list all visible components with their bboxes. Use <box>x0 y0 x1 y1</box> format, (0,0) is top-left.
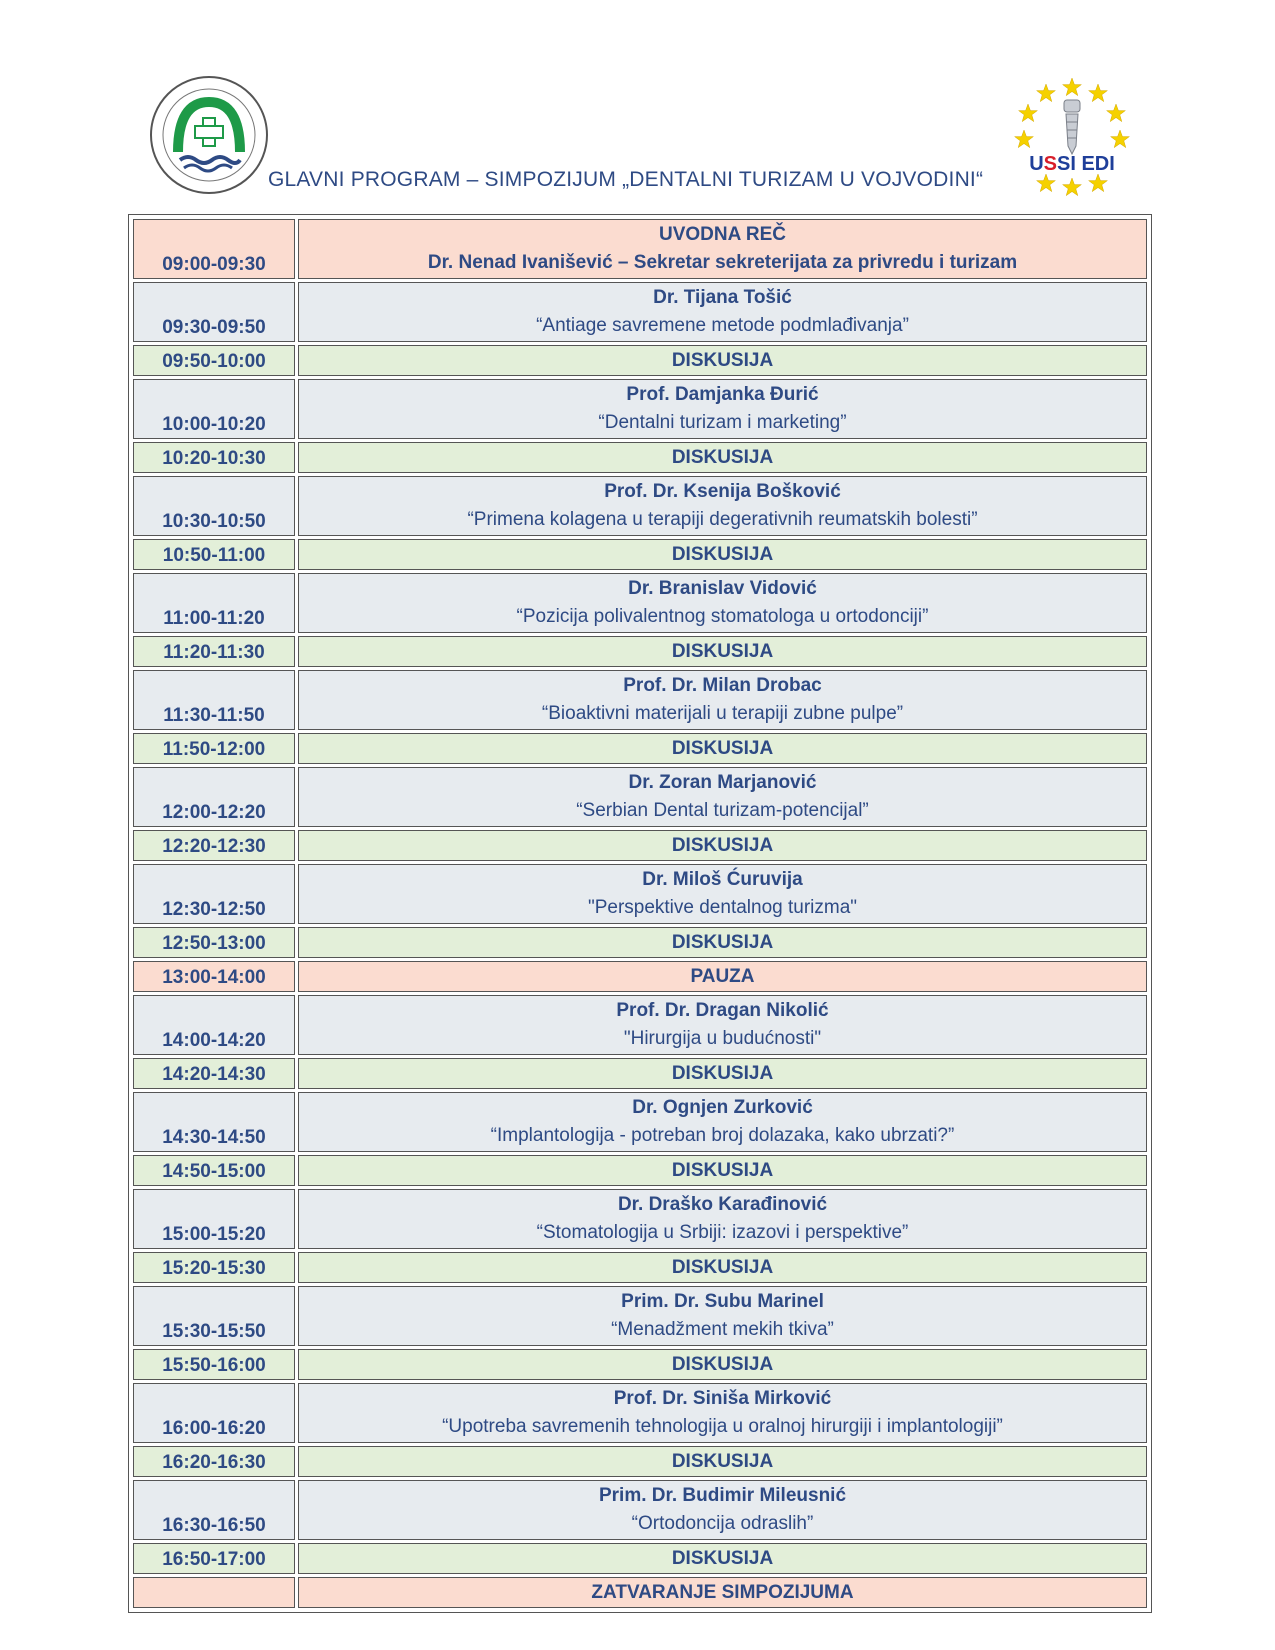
speaker-name: Dr. Miloš Ćuruvija <box>642 869 803 890</box>
speaker-name: Dr. Nenad Ivanišević – Sekretar sekreterijata za privredu i turizam <box>427 252 1018 273</box>
content-cell <box>298 636 1147 667</box>
discussion-label: DISKUSIJA <box>671 640 774 662</box>
time-cell: 09:00-09:30 <box>133 219 295 279</box>
discussion-label: DISKUSIJA <box>671 1062 774 1084</box>
discussion-label: DISKUSIJA <box>671 543 774 565</box>
content-cell <box>298 282 1147 342</box>
talk-topic: “Antiage savremene metode podmlađivanja” <box>536 315 909 336</box>
discussion-label: DISKUSIJA <box>671 1159 774 1181</box>
content-cell <box>298 345 1147 376</box>
speaker-name: Prof. Dr. Ksenija Bošković <box>604 481 841 502</box>
table-row <box>133 1480 1147 1540</box>
table-row <box>133 573 1147 633</box>
discussion-label: DISKUSIJA <box>671 1450 774 1472</box>
content-cell <box>298 961 1147 992</box>
svg-text:USSI EDI: USSI EDI <box>1029 153 1115 175</box>
time-cell: 12:30-12:50 <box>133 864 295 924</box>
content-cell <box>298 927 1147 958</box>
time-cell: 12:50-13:00 <box>133 927 295 958</box>
time-cell: 09:50-10:00 <box>133 345 295 376</box>
time-cell: 14:00-14:20 <box>133 995 295 1055</box>
table-row <box>133 670 1147 730</box>
time-cell: 16:20-16:30 <box>133 1446 295 1477</box>
table-row <box>133 282 1147 342</box>
time-cell: 14:50-15:00 <box>133 1155 295 1186</box>
discussion-label: DISKUSIJA <box>671 834 774 856</box>
time-cell: 10:50-11:00 <box>133 539 295 570</box>
time-cell: 13:00-14:00 <box>133 961 295 992</box>
time-cell <box>133 1577 295 1608</box>
content-cell <box>298 1058 1147 1089</box>
table-row <box>133 219 1147 279</box>
table-row <box>133 1252 1147 1283</box>
time-cell: 09:30-09:50 <box>133 282 295 342</box>
content-cell <box>298 1155 1147 1186</box>
table-row <box>133 636 1147 667</box>
time-cell: 12:20-12:30 <box>133 830 295 861</box>
content-cell <box>298 1543 1147 1574</box>
speaker-name: Dr. Draško Karađinović <box>617 1194 828 1215</box>
talk-topic: “Menadžment mekih tkiva” <box>611 1319 834 1340</box>
discussion-label: DISKUSIJA <box>671 1256 774 1278</box>
talk-topic: “Implantologija - potreban broj dolazaka, kako ubrzati?” <box>490 1125 955 1146</box>
time-cell: 11:50-12:00 <box>133 733 295 764</box>
time-cell: 15:50-16:00 <box>133 1349 295 1380</box>
table-row <box>133 1577 1147 1608</box>
time-cell: 16:00-16:20 <box>133 1383 295 1443</box>
talk-topic: "Hirurgija u budućnosti" <box>623 1028 822 1049</box>
table-row <box>133 1286 1147 1346</box>
table-row <box>133 539 1147 570</box>
time-cell: 10:30-10:50 <box>133 476 295 536</box>
content-cell <box>298 830 1147 861</box>
table-row <box>133 345 1147 376</box>
speaker-name: Dr. Ognjen Zurković <box>632 1097 813 1118</box>
table-row <box>133 1383 1147 1443</box>
time-cell: 10:20-10:30 <box>133 442 295 473</box>
time-cell: 16:50-17:00 <box>133 1543 295 1574</box>
speaker-name: Prim. Dr. Budimir Mileusnić <box>598 1485 847 1506</box>
talk-topic: “Bioaktivni materijali u terapiji zubne pulpe” <box>541 703 904 724</box>
content-cell <box>298 379 1147 439</box>
content-cell <box>298 864 1147 924</box>
speaker-name: Prof. Dr. Siniša Mirković <box>613 1388 832 1409</box>
speaker-name: Dr. Tijana Tošić <box>653 287 792 308</box>
discussion-label: DISKUSIJA <box>671 737 774 759</box>
talk-topic: “Primena kolagena u terapiji degerativnih reumatskih bolesti” <box>467 509 978 530</box>
section-heading: UVODNA REČ <box>658 224 787 245</box>
speaker-name: Prof. Damjanka Đurić <box>626 384 819 405</box>
content-cell <box>298 1286 1147 1346</box>
talk-topic: “Pozicija polivalentnog stomatologa u ortodonciji” <box>516 606 929 627</box>
table-row <box>133 476 1147 536</box>
speaker-name: Dr. Zoran Marjanović <box>628 772 817 793</box>
time-cell: 15:30-15:50 <box>133 1286 295 1346</box>
speaker-name: Dr. Branislav Vidović <box>628 578 817 599</box>
content-cell <box>298 219 1147 279</box>
talk-topic: “Dentalni turizam i marketing” <box>598 412 847 433</box>
table-row <box>133 995 1147 1055</box>
ussi-edi-logo-icon <box>1008 70 1136 198</box>
table-row <box>133 442 1147 473</box>
content-cell <box>298 1092 1147 1152</box>
table-row <box>133 1349 1147 1380</box>
content-cell <box>298 670 1147 730</box>
speaker-name: Prof. Dr. Milan Drobac <box>623 675 822 696</box>
table-row <box>133 961 1147 992</box>
time-cell: 16:30-16:50 <box>133 1480 295 1540</box>
talk-topic: “Serbian Dental turizam-potencijal” <box>576 800 869 821</box>
content-cell <box>298 767 1147 827</box>
table-row <box>133 1543 1147 1574</box>
time-cell: 14:30-14:50 <box>133 1092 295 1152</box>
association-seal-icon <box>148 74 270 196</box>
content-cell <box>298 733 1147 764</box>
table-row <box>133 1058 1147 1089</box>
time-cell: 11:20-11:30 <box>133 636 295 667</box>
time-cell: 11:00-11:20 <box>133 573 295 633</box>
time-cell: 14:20-14:30 <box>133 1058 295 1089</box>
content-cell <box>298 1480 1147 1540</box>
table-row <box>133 1189 1147 1249</box>
content-cell <box>298 442 1147 473</box>
table-row <box>133 733 1147 764</box>
session-label: ZATVARANJE SIMPOZIJUMA <box>591 1581 854 1603</box>
content-cell <box>298 573 1147 633</box>
program-table <box>128 214 1152 1613</box>
table-row <box>133 1446 1147 1477</box>
content-cell <box>298 1446 1147 1477</box>
discussion-label: DISKUSIJA <box>671 446 774 468</box>
page-title: GLAVNI PROGRAM – SIMPOZIJUM „DENTALNI TURIZAM U VOJVODINI“ <box>268 168 984 191</box>
table-row <box>133 830 1147 861</box>
schedule-body <box>133 219 1147 1608</box>
content-cell <box>298 1383 1147 1443</box>
table-row <box>133 927 1147 958</box>
time-cell: 11:30-11:50 <box>133 670 295 730</box>
content-cell <box>298 539 1147 570</box>
talk-topic: “Stomatologija u Srbiji: izazovi i perspektive” <box>536 1222 909 1243</box>
speaker-name: Prof. Dr. Dragan Nikolić <box>616 1000 829 1021</box>
time-cell: 15:20-15:30 <box>133 1252 295 1283</box>
content-cell <box>298 1349 1147 1380</box>
table-row <box>133 1155 1147 1186</box>
discussion-label: DISKUSIJA <box>671 1547 774 1569</box>
discussion-label: DISKUSIJA <box>671 1353 774 1375</box>
content-cell <box>298 1189 1147 1249</box>
talk-topic: “Upotreba savremenih tehnologija u oralnoj hirurgiji i implantologiji” <box>442 1416 1003 1437</box>
content-cell <box>298 476 1147 536</box>
discussion-label: DISKUSIJA <box>671 931 774 953</box>
content-cell <box>298 995 1147 1055</box>
session-label: PAUZA <box>690 965 755 987</box>
content-cell <box>298 1252 1147 1283</box>
table-row <box>133 767 1147 827</box>
talk-topic: “Ortodoncija odraslih” <box>631 1513 814 1534</box>
content-cell <box>298 1577 1147 1608</box>
table-row <box>133 379 1147 439</box>
discussion-label: DISKUSIJA <box>671 349 774 371</box>
table-row <box>133 864 1147 924</box>
time-cell: 15:00-15:20 <box>133 1189 295 1249</box>
speaker-name: Prim. Dr. Subu Marinel <box>621 1291 824 1312</box>
table-row <box>133 1092 1147 1152</box>
time-cell: 10:00-10:20 <box>133 379 295 439</box>
time-cell: 12:00-12:20 <box>133 767 295 827</box>
talk-topic: "Perspektive dentalnog turizma" <box>587 897 858 918</box>
